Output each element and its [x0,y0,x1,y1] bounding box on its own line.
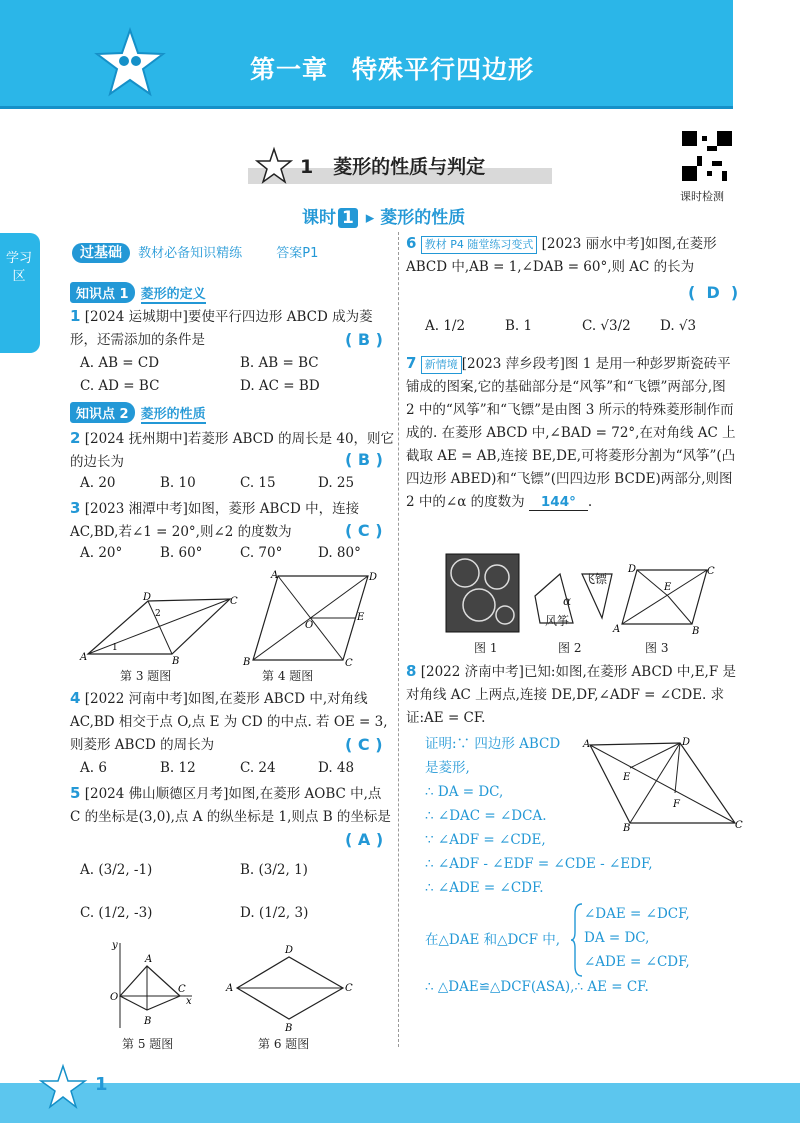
svg-text:D: D [285,945,294,956]
figure-6 [225,945,355,1035]
option: A. 20° [80,545,123,561]
svg-text:B: B [285,1023,293,1034]
question-number: 6 [406,234,417,252]
figure-3 [80,592,240,667]
brace-lines [584,902,690,974]
option: B. 1 [505,318,533,334]
option: A. AB = CD [80,355,160,371]
kp-text: 菱形的性质 [140,407,206,422]
kp-tag: 知识点 2 [70,402,135,423]
question-number: 4 [70,689,81,707]
option: C. 70° [240,545,283,561]
lesson-name: 菱形的性质 [380,208,466,228]
brace-line: ∠ADE = ∠CDF, [584,954,690,970]
option: B. AB = BC [240,355,319,371]
brace-line: DA = DC, [584,930,650,946]
proof-line: ∴ ∠DAC = ∠DCA. [425,808,547,824]
lesson-title: 课时 1 ▸ 菱形的性质 [302,208,466,228]
svg-text:A: A [583,739,591,750]
proof-line: ∴ ∠ADE = ∠CDF. [425,880,544,896]
svg-text:B: B [623,823,631,834]
basics-title: 过基础 [72,243,130,263]
basics-header [72,242,318,262]
option: A. 1/2 [425,318,466,334]
answer-1: ( B ) [345,330,383,349]
dart-label: 飞镖 [583,572,608,586]
brace-prefix: 在△DAE 和△DCF 中, [425,932,561,948]
alpha-label: α [563,594,572,608]
option: B. 10 [160,475,196,491]
chapter-name: 特殊平行四边形 [352,55,535,84]
proof-line: ∴ ∠ADF - ∠EDF = ∠CDE - ∠EDF, [425,856,653,872]
svg-text:y: y [112,940,118,951]
option: B. (3/2, 1) [240,862,308,878]
answer-value: A [357,830,371,849]
svg-text:B: B [144,1016,152,1027]
svg-text:E: E [357,612,365,623]
svg-text:D: D [628,564,637,575]
lesson-prefix: 课时 [302,208,336,228]
svg-text:C: C [230,596,238,607]
svg-text:A: A [145,954,153,965]
option: D. 48 [318,760,355,776]
figure-5 [100,938,200,1033]
question-number: 5 [70,784,81,802]
answer-value: C [357,521,370,540]
figure-7-2-caption: 图 2 [558,641,582,655]
section-title-text: 菱形的性质与判定 [333,156,486,178]
option: C. 24 [240,760,276,776]
svg-text:C: C [345,658,353,669]
figure-3-caption: 第 3 题图 [120,669,172,683]
question-text: [2024 佛山顺德区月考]如图,在菱形 AOBC 中,点 C 的坐标是(3,0),点 A 的纵坐标是 1,则点 B 的坐标是 [70,786,391,825]
figure-7-3 [612,562,717,637]
svg-text:B: B [692,626,700,637]
answer-value: C [357,735,370,754]
svg-text:C: C [735,820,743,831]
svg-text:1: 1 [112,643,118,653]
footer-band [0,1083,800,1123]
svg-text:C: C [178,984,186,995]
figure-4 [243,570,383,670]
option: B. 12 [160,760,196,776]
basics-subtitle: 教材必备知识精练 [138,246,243,261]
option: D. 80° [318,545,361,561]
answer-reference: 答案P1 [276,246,319,261]
svg-text:2: 2 [155,609,161,619]
figure-4-caption: 第 4 题图 [262,669,314,683]
question-8 [406,660,736,730]
qr-code-icon[interactable] [682,131,732,181]
option: D. AC = BD [240,378,320,394]
question-6 [406,232,736,279]
question-text: [2022 济南中考]已知:如图,在菱形 ABCD 中,E,F 是对角线 AC 上两点,连接 DE,DF,∠ADF = ∠CDE. 求证:AE = CF. [406,664,737,726]
svg-text:A: A [613,624,621,635]
proof-line: ∵ ∠ADF = ∠CDE, [425,832,546,848]
answer-4: ( C ) [345,735,383,754]
question-5 [70,782,395,829]
svg-text:C: C [345,983,353,994]
svg-text:B: B [243,657,251,668]
question-text: [2024 运城期中]要使平行四边形 ABCD 成为菱形，还需添加的条件是 [70,309,373,348]
svg-text:A: A [271,570,279,581]
answer-3: ( C ) [345,521,383,540]
figure-6-caption: 第 6 题图 [258,1037,310,1051]
question-text: [2024 抚州期中]若菱形 ABCD 的周长是 40，则它的边长为 [70,431,395,470]
answer-value: B [357,450,371,469]
answer-5: ( A ) [345,830,384,849]
knowledge-point-2 [70,402,206,423]
svg-text:D: D [369,572,378,583]
svg-text:O: O [305,620,314,631]
proof-line: 证明:∵ 四边形 ABCD [425,736,561,752]
answer-2: ( B ) [345,450,383,469]
figure-5-caption: 第 5 题图 [122,1037,174,1051]
option: C. √3/2 [582,318,631,334]
qr-label: 课时检测 [680,190,724,203]
answer-value: B [357,330,371,349]
option: A. (3/2, -1) [80,862,153,878]
column-divider [398,232,399,1047]
svg-text:x: x [186,996,192,1007]
proof-line: 是菱形, [425,760,470,776]
kp-text: 菱形的定义 [140,287,206,302]
question-number: 3 [70,499,81,517]
question-text: [2023 萍乡段考]图 1 是用一种彭罗斯瓷砖平铺成的图案,它的基础部分是“风筝”和“飞镖”两部分,图 2 中的“风筝”和“飞镖”是由图 3 所示的特殊菱形制作而成的. 在菱形 ABCD 中,∠BAD = 72°,在对角线 AC 上截取 AE = AB,连接 BE,DE,可将菱形分割为“风筝”(凸四边形 ABED)和“飞镖”(凹四边形 BCDE)两部分,则图 2 中的∠α 的度数为 [406,356,736,510]
answer-value: 144° [529,494,588,511]
svg-text:F: F [673,799,680,810]
svg-text:O: O [110,992,119,1003]
option: C. (1/2, -3) [80,905,153,921]
star-badge-icon [256,148,292,184]
svg-text:A: A [80,652,88,663]
question-text: [2023 湘潭中考]如图，菱形 ABCD 中，连接 AC,BD,若∠1 = 20°,则∠2 的度数为 [70,501,360,540]
option: D. 25 [318,475,355,491]
option: B. 60° [160,545,203,561]
question-tag: 新情境 [421,356,462,374]
svg-text:B: B [172,656,180,667]
svg-text:E: E [664,582,672,593]
section-title [300,152,485,179]
page-number: 1 [95,1074,108,1095]
brace-icon [570,902,584,978]
question-text: [2023 丽水中考]如图,在菱形 ABCD 中,AB = 1,∠DAB = 60°,则 AC 的长为 [406,236,717,275]
option: C. 15 [240,475,276,491]
svg-text:D: D [682,737,691,748]
option: A. 6 [80,760,107,776]
star-mascot-icon [95,28,165,98]
option: D. (1/2, 3) [240,905,309,921]
option: A. 20 [80,475,116,491]
header-stripe [733,0,800,106]
brace-line: ∠DAE = ∠DCF, [584,906,690,922]
question-number: 1 [70,307,81,325]
question-number: 7 [406,354,417,372]
lesson-number: 1 [338,208,358,228]
figure-7-1-tiling [445,553,520,633]
question-number: 2 [70,429,81,447]
svg-text:E: E [623,772,631,783]
question-tag: 教材 P4 随堂练习变式 [421,236,538,254]
svg-text:C: C [707,566,715,577]
question-7: 7 新情境 [2023 萍乡段考]图 1 是用一种彭罗斯瓷砖平铺成的图案,它的基础部分是“风筝”和“飞镖”两部分,图 2 中的“风筝”和“飞镖”是由图 3 所示的特殊菱形制作而成的. 在菱形 ABCD 中,∠BAD = 72°,在对角线 AC 上截取 AE = AB,连接 BE,DE,可将菱形分割为“风筝”(凸四边形 ABED)和“飞镖”(凹四边形 BCDE)两部分,则图 2 中的∠α 的度数为 144° . [406,354,736,510]
svg-text:D: D [143,592,152,603]
side-tab-label: 学习区 [6,251,33,284]
proof-line: ∴ DA = DC, [425,784,504,800]
knowledge-point-1 [70,282,206,303]
answer-6: ( D ) [688,283,739,302]
question-text: [2022 河南中考]如图,在菱形 ABCD 中,对角线 AC,BD 相交于点 O,点 E 为 CD 的中点. 若 OE = 3,则菱形 ABCD 的周长为 [70,691,388,753]
answer-value: D [706,283,720,302]
figure-8 [583,735,745,834]
proof-conclusion: ∴ △DAE≌△DCF(ASA),∴ AE = CF. [425,979,649,995]
question-number: 8 [406,662,417,680]
chapter-title [250,50,558,86]
figure-7-1-caption: 图 1 [474,641,498,655]
option: D. √3 [660,318,697,334]
kite-label: 风筝 [545,614,570,628]
chapter-number: 第一章 [250,55,329,84]
section-number: 1 [300,156,314,178]
kp-tag: 知识点 1 [70,282,135,303]
svg-text:A: A [226,983,234,994]
option: C. AD = BC [80,378,160,394]
star-mascot-small-icon [38,1064,88,1110]
figure-7-3-caption: 图 3 [645,641,669,655]
